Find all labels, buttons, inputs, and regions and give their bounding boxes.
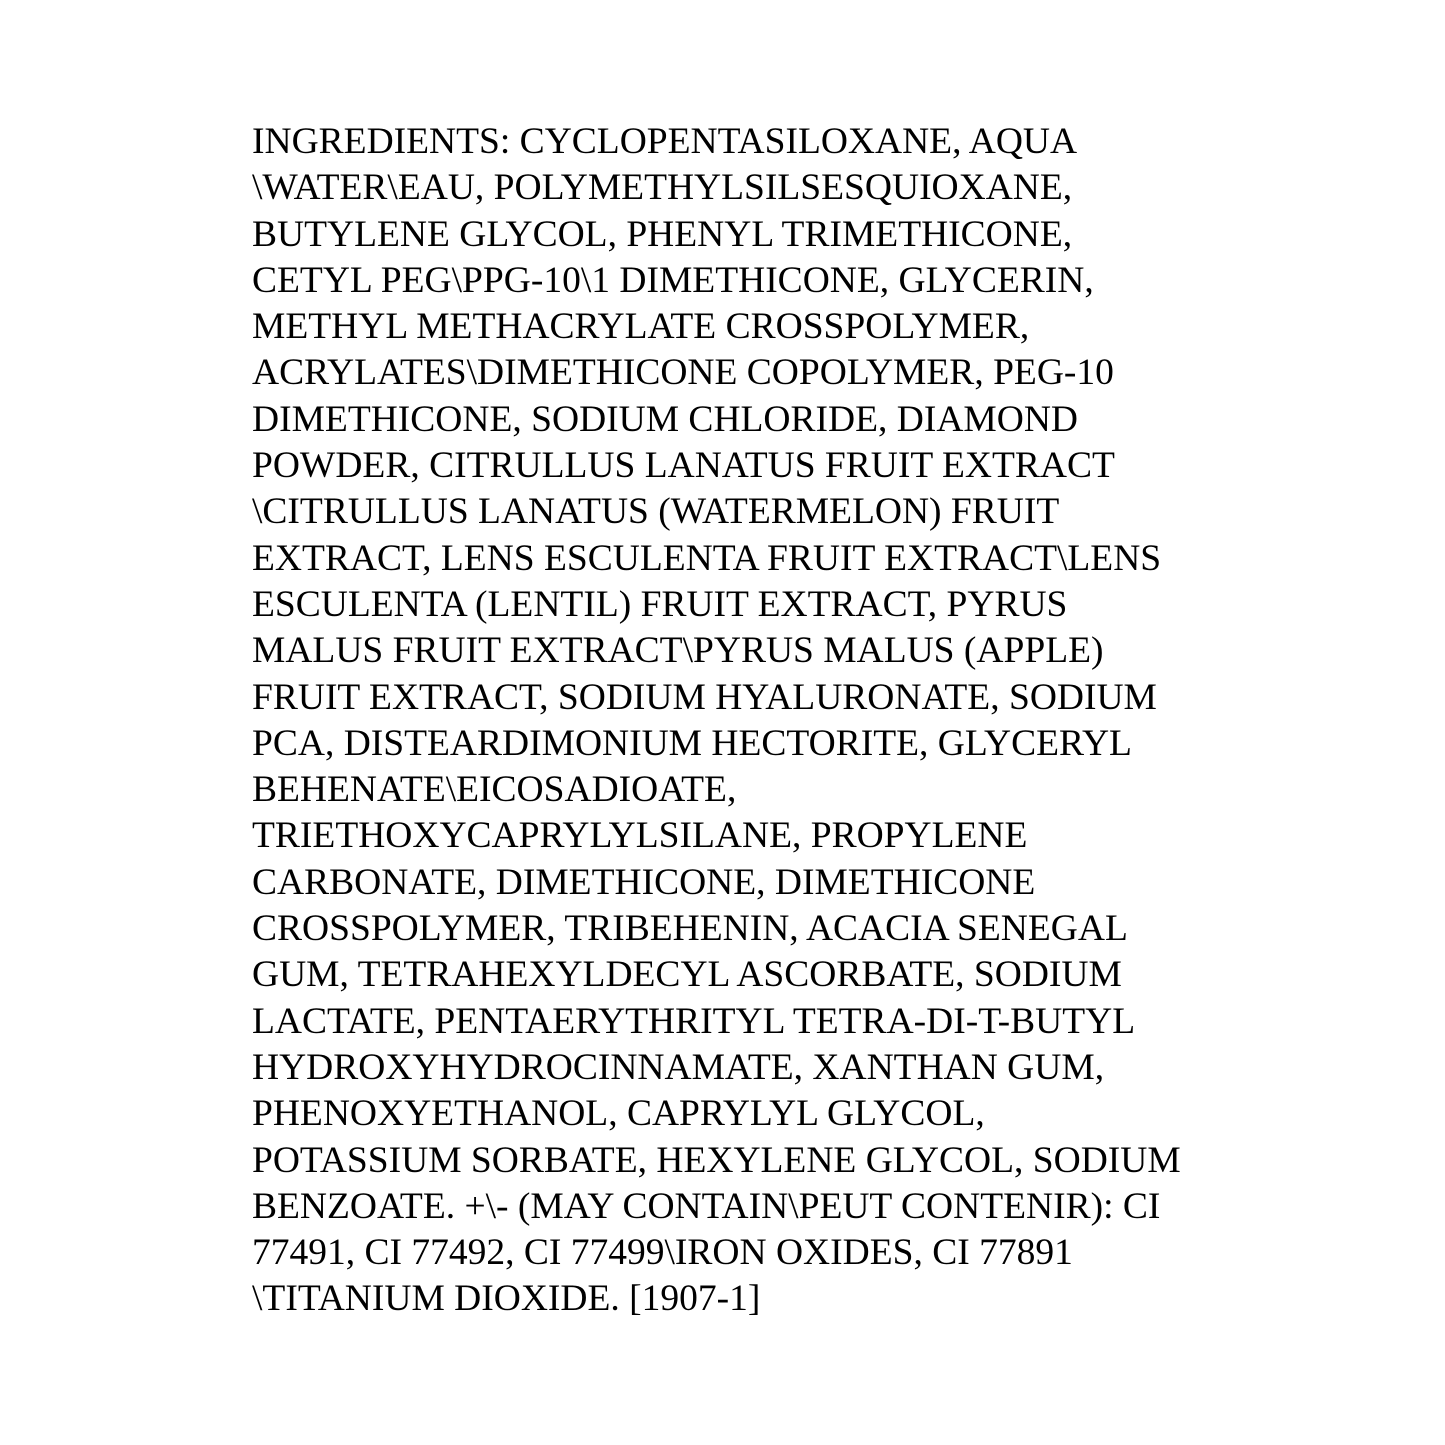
ingredient-line: INGREDIENTS: CYCLOPENTASILOXANE, AQUA — [252, 121, 1078, 162]
ingredient-line: MALUS FRUIT EXTRACT\PYRUS MALUS (APPLE) — [252, 630, 1104, 672]
ingredient-line: \TITANIUM DIOXIDE. [1907-1] — [252, 1278, 761, 1320]
ingredient-line: CARBONATE, DIMETHICONE, DIMETHICONE — [252, 861, 1036, 903]
ingredient-line: LACTATE, PENTAERYTHRITYL TETRA-DI-T-BUTYL — [252, 1000, 1136, 1042]
ingredient-line: TRIETHOXYCAPRYLYLSILANE, PROPYLENE — [252, 815, 1028, 857]
ingredient-line: EXTRACT, LENS ESCULENTA FRUIT EXTRACT\LENS — [252, 537, 1162, 579]
ingredient-line: BENZOATE. +\- (MAY CONTAIN\PEUT CONTENIR): CI — [252, 1185, 1161, 1227]
ingredient-line: CETYL PEG\PPG-10\1 DIMETHICONE, GLYCERIN, — [252, 259, 1094, 301]
ingredient-line: PHENOXYETHANOL, CAPRYLYL GLYCOL, — [252, 1093, 985, 1135]
ingredient-line: 77491, CI 77492, CI 77499\IRON OXIDES, CI 77891 — [252, 1232, 1073, 1274]
ingredient-line: \CITRULLUS LANATUS (WATERMELON) FRUIT — [252, 491, 1060, 533]
ingredient-line: POTASSIUM SORBATE, HEXYLENE GLYCOL, SODIUM — [252, 1139, 1181, 1181]
ingredient-line: CROSSPOLYMER, TRIBEHENIN, ACACIA SENEGAL — [252, 908, 1128, 950]
ingredient-line: BUTYLENE GLYCOL, PHENYL TRIMETHICONE, — [252, 213, 1073, 255]
ingredients-text-block — [252, 119, 1252, 1323]
ingredient-line: ESCULENTA (LENTIL) FRUIT EXTRACT, PYRUS — [252, 583, 1068, 625]
ingredient-line: GUM, TETRAHEXYLDECYL ASCORBATE, SODIUM — [252, 954, 1122, 996]
ingredient-line: DIMETHICONE, SODIUM CHLORIDE, DIAMOND — [252, 398, 1078, 440]
ingredient-line: FRUIT EXTRACT, SODIUM HYALURONATE, SODIUM — [252, 676, 1157, 718]
ingredient-line: POWDER, CITRULLUS LANATUS FRUIT EXTRACT — [252, 445, 1115, 487]
ingredient-line: \WATER\EAU, POLYMETHYLSILSESQUIOXANE, — [252, 167, 1073, 209]
ingredient-line: ACRYLATES\DIMETHICONE COPOLYMER, PEG-10 — [252, 352, 1114, 394]
ingredient-line: PCA, DISTEARDIMONIUM HECTORITE, GLYCERYL — [252, 722, 1132, 764]
ingredient-line: METHYL METHACRYLATE CROSSPOLYMER, — [252, 306, 1030, 348]
ingredient-line: HYDROXYHYDROCINNAMATE, XANTHAN GUM, — [252, 1046, 1105, 1088]
ingredient-line: BEHENATE\EICOSADIOATE, — [252, 769, 737, 811]
